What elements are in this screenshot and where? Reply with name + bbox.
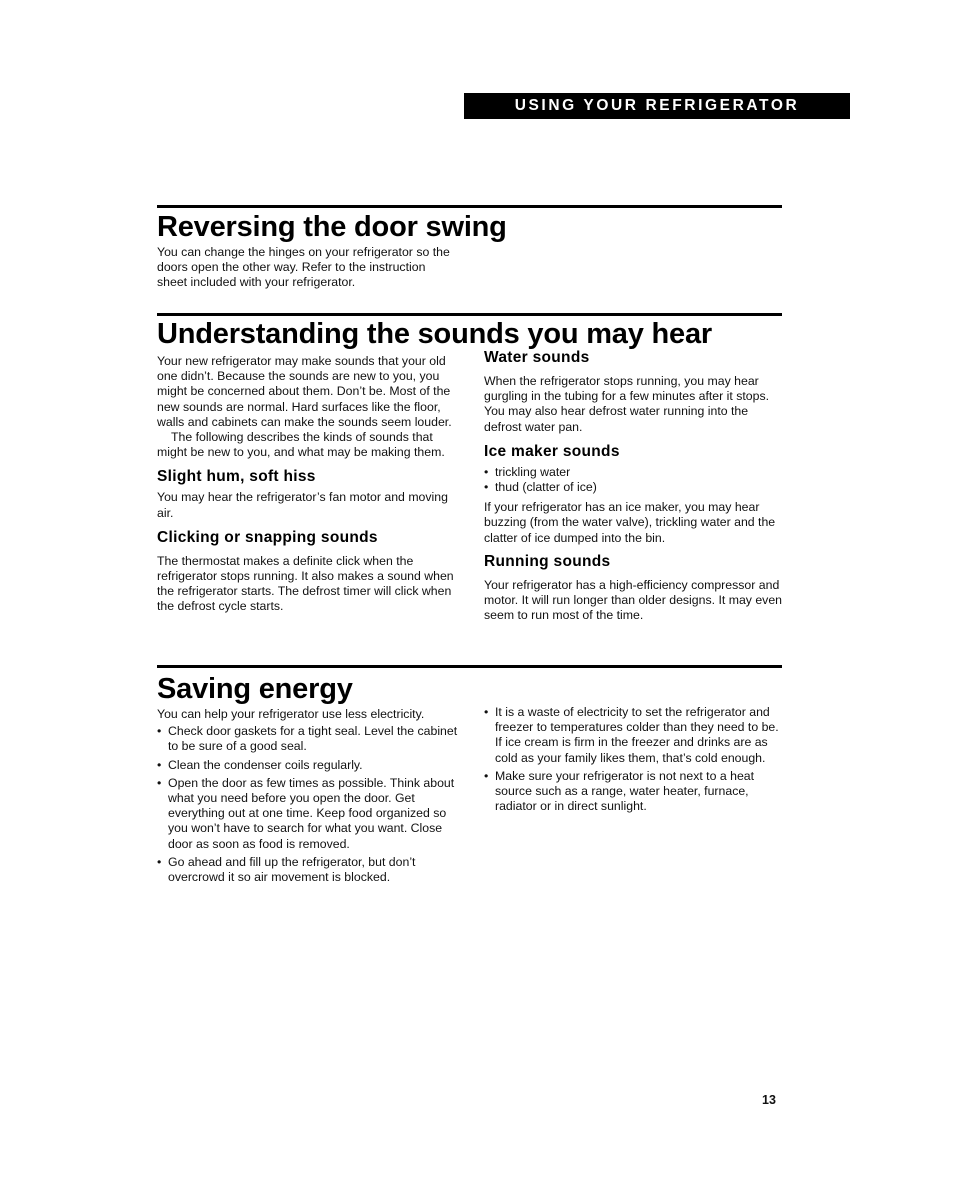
hum-body: You may hear the refrigerator’s fan motor and moving air. bbox=[157, 490, 448, 520]
water-heading: Water sounds bbox=[484, 349, 590, 366]
door-swing-section bbox=[157, 245, 453, 291]
section-rule-energy bbox=[157, 665, 782, 668]
list-item: • Go ahead and fill up the refrigerator, but don’t overcrowd it so air movement is blocked. bbox=[157, 855, 461, 885]
section-rule-sounds bbox=[157, 313, 782, 316]
sounds-title: Understanding the sounds you may hear bbox=[157, 318, 712, 350]
hum-heading: Slight hum, soft hiss bbox=[157, 468, 316, 486]
ice-body: If your refrigerator has an ice maker, you may hear buzzing (from the water valve), trickling water and the clatter of ice dumped into the bin. bbox=[484, 500, 776, 545]
energy-right-column bbox=[484, 705, 784, 817]
page-number: 13 bbox=[762, 1093, 776, 1107]
section-banner: USING YOUR REFRIGERATOR bbox=[464, 93, 850, 119]
energy-intro: You can help your refrigerator use less electricity. bbox=[157, 707, 425, 721]
list-item: • thud (clatter of ice) bbox=[484, 480, 784, 495]
ice-heading: Ice maker sounds bbox=[484, 442, 620, 460]
running-body: Your refrigerator has a high-efficiency compressor and motor. It will run longer than older designs. It may even seem to run most of the time. bbox=[484, 577, 783, 623]
energy-bullets-left bbox=[157, 724, 461, 885]
list-item: • It is a waste of electricity to set the refrigerator and freezer to temperatures colder than they need to be. If ice cream is firm in the freezer and drinks are as cold as your family likes them, that’s cold enough. bbox=[484, 705, 784, 766]
clicking-heading: Clicking or snapping sounds bbox=[157, 528, 378, 546]
list-item: • trickling water bbox=[484, 465, 784, 480]
sounds-right-column bbox=[484, 348, 784, 623]
list-item: • Make sure your refrigerator is not next to a heat source such as a range, water heater, furnace, radiator or in direct sunlight. bbox=[484, 769, 784, 815]
clicking-body: The thermostat makes a definite click when the refrigerator stops running. It also makes a sound when the refrigerator starts. The defrost timer will click when the defrost cycle starts. bbox=[157, 553, 454, 614]
door-swing-title: Reversing the door swing bbox=[157, 211, 507, 243]
list-item: • Open the door as few times as possible. Think about what you need before you open the door. Get everything out at one time. Keep food organized so you won’t have to search for what you want. Close door as soon as food is removed. bbox=[157, 776, 461, 852]
sounds-intro-1: Your new refrigerator may make sounds that your old one didn’t. Because the sounds are new to you, you might be concerned about them. Don’t be. Most of the new sounds are normal. Hard surfaces like the floor, walls and cabinets can make the sounds seem louder. bbox=[157, 354, 452, 429]
list-item: • Check door gaskets for a tight seal. Level the cabinet to be sure of a good seal. bbox=[157, 724, 461, 754]
sounds-intro-2: The following describes the kinds of sounds that might be new to you, and what may be making them. bbox=[157, 430, 445, 460]
running-heading: Running sounds bbox=[484, 552, 611, 570]
ice-bullet-list bbox=[484, 465, 784, 495]
water-body: When the refrigerator stops running, you may hear gurgling in the tubing for a few minutes after it stops. You may also hear defrost water running into the defrost water pan. bbox=[484, 374, 770, 434]
energy-bullets-right bbox=[484, 705, 784, 814]
energy-left-column bbox=[157, 707, 461, 888]
energy-title: Saving energy bbox=[157, 673, 353, 705]
list-item: • Clean the condenser coils regularly. bbox=[157, 758, 461, 773]
sounds-left-column bbox=[157, 354, 461, 615]
section-rule-door-swing bbox=[157, 205, 782, 208]
door-swing-body: You can change the hinges on your refrigerator so the doors open the other way. Refer to the instruction sheet included with your refrigerator. bbox=[157, 245, 450, 290]
